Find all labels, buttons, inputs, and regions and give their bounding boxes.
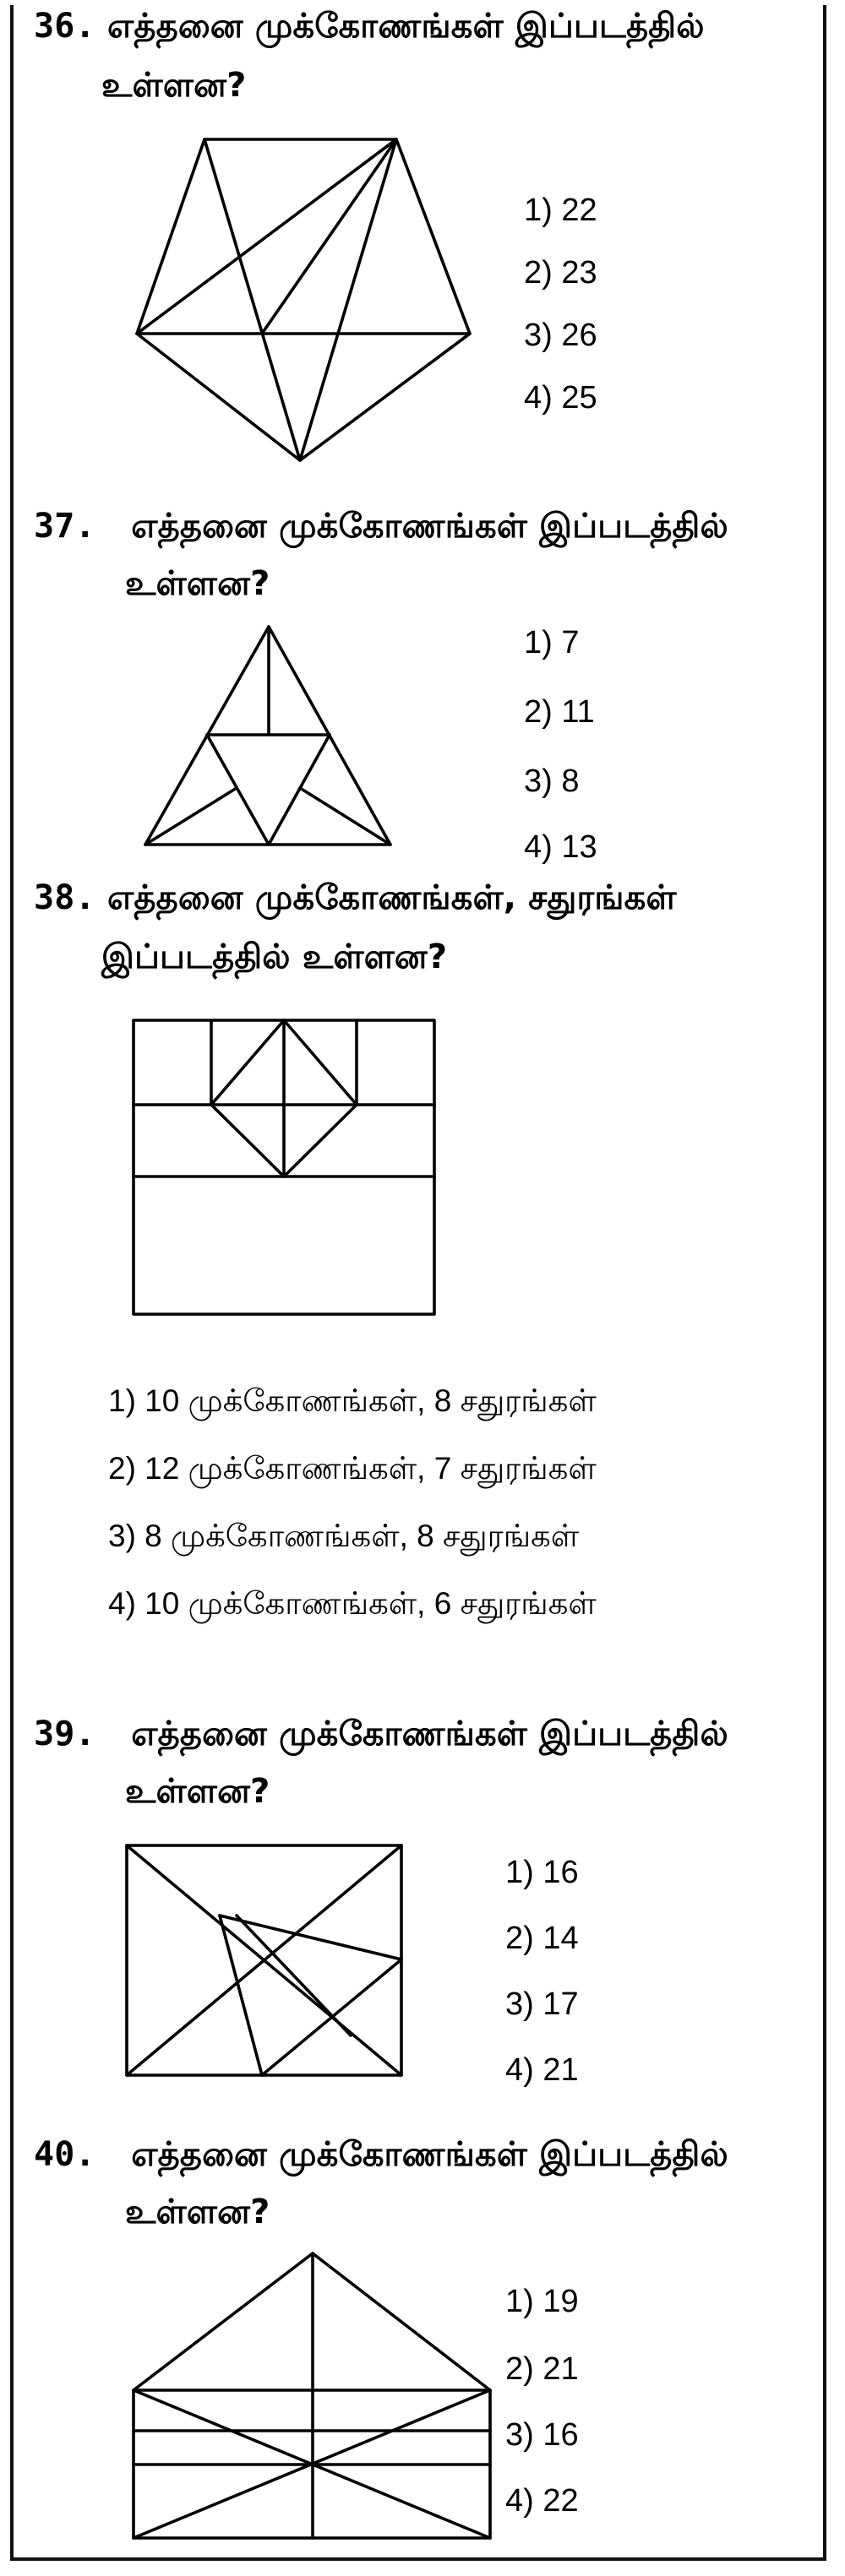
question-text-line2: இப்படத்தில் உள்ளன? xyxy=(101,937,448,976)
question-text-line2: உள்ளன? xyxy=(125,1772,270,1811)
question-number: 40. xyxy=(34,2135,95,2174)
option-4[interactable]: 4) 21 xyxy=(505,2052,579,2088)
question-number: 39. xyxy=(34,1715,95,1753)
option-2[interactable]: 2) 12 முக்கோணங்கள், 7 சதுரங்கள் xyxy=(108,1451,597,1486)
option-4[interactable]: 4) 25 xyxy=(524,380,597,416)
option-4[interactable]: 4) 22 xyxy=(505,2483,579,2519)
option-1[interactable]: 1) 10 முக்கோணங்கள், 8 சதுரங்கள் xyxy=(108,1383,597,1418)
option-4[interactable]: 4) 13 xyxy=(524,829,597,865)
question-number: 37. xyxy=(34,507,95,546)
option-3[interactable]: 3) 17 xyxy=(505,1986,579,2022)
option-3[interactable]: 3) 8 xyxy=(524,764,580,799)
question-text: எத்தனை முக்கோணங்கள் இப்படத்தில் xyxy=(131,1715,728,1753)
option-1[interactable]: 1) 22 xyxy=(524,193,597,228)
option-2[interactable]: 2) 23 xyxy=(524,255,597,291)
question-number: 36. xyxy=(34,7,95,46)
option-2[interactable]: 2) 11 xyxy=(524,694,595,730)
question-text-line2: உள்ளன? xyxy=(101,66,247,105)
question-text-line2: உள்ளன? xyxy=(125,564,270,603)
option-1[interactable]: 1) 7 xyxy=(524,625,580,660)
option-3[interactable]: 3) 26 xyxy=(524,318,597,353)
question-number: 38. xyxy=(34,878,95,917)
option-4[interactable]: 4) 10 முக்கோணங்கள், 6 சதுரங்கள் xyxy=(108,1586,597,1621)
option-2[interactable]: 2) 21 xyxy=(505,2351,579,2387)
option-3[interactable]: 3) 8 முக்கோணங்கள், 8 சதுரங்கள் xyxy=(108,1519,580,1553)
question-text: எத்தனை முக்கோணங்கள் இப்படத்தில் xyxy=(131,2135,728,2174)
option-3[interactable]: 3) 16 xyxy=(505,2417,579,2453)
option-1[interactable]: 1) 16 xyxy=(505,1855,579,1890)
question-text: எத்தனை முக்கோணங்கள் இப்படத்தில் xyxy=(107,7,705,46)
option-2[interactable]: 2) 14 xyxy=(505,1921,579,1956)
option-1[interactable]: 1) 19 xyxy=(505,2284,579,2319)
question-text: எத்தனை முக்கோணங்கள், சதுரங்கள் xyxy=(107,878,677,917)
question-text: எத்தனை முக்கோணங்கள் இப்படத்தில் xyxy=(131,507,728,546)
question-text-line2: உள்ளன? xyxy=(125,2193,270,2231)
